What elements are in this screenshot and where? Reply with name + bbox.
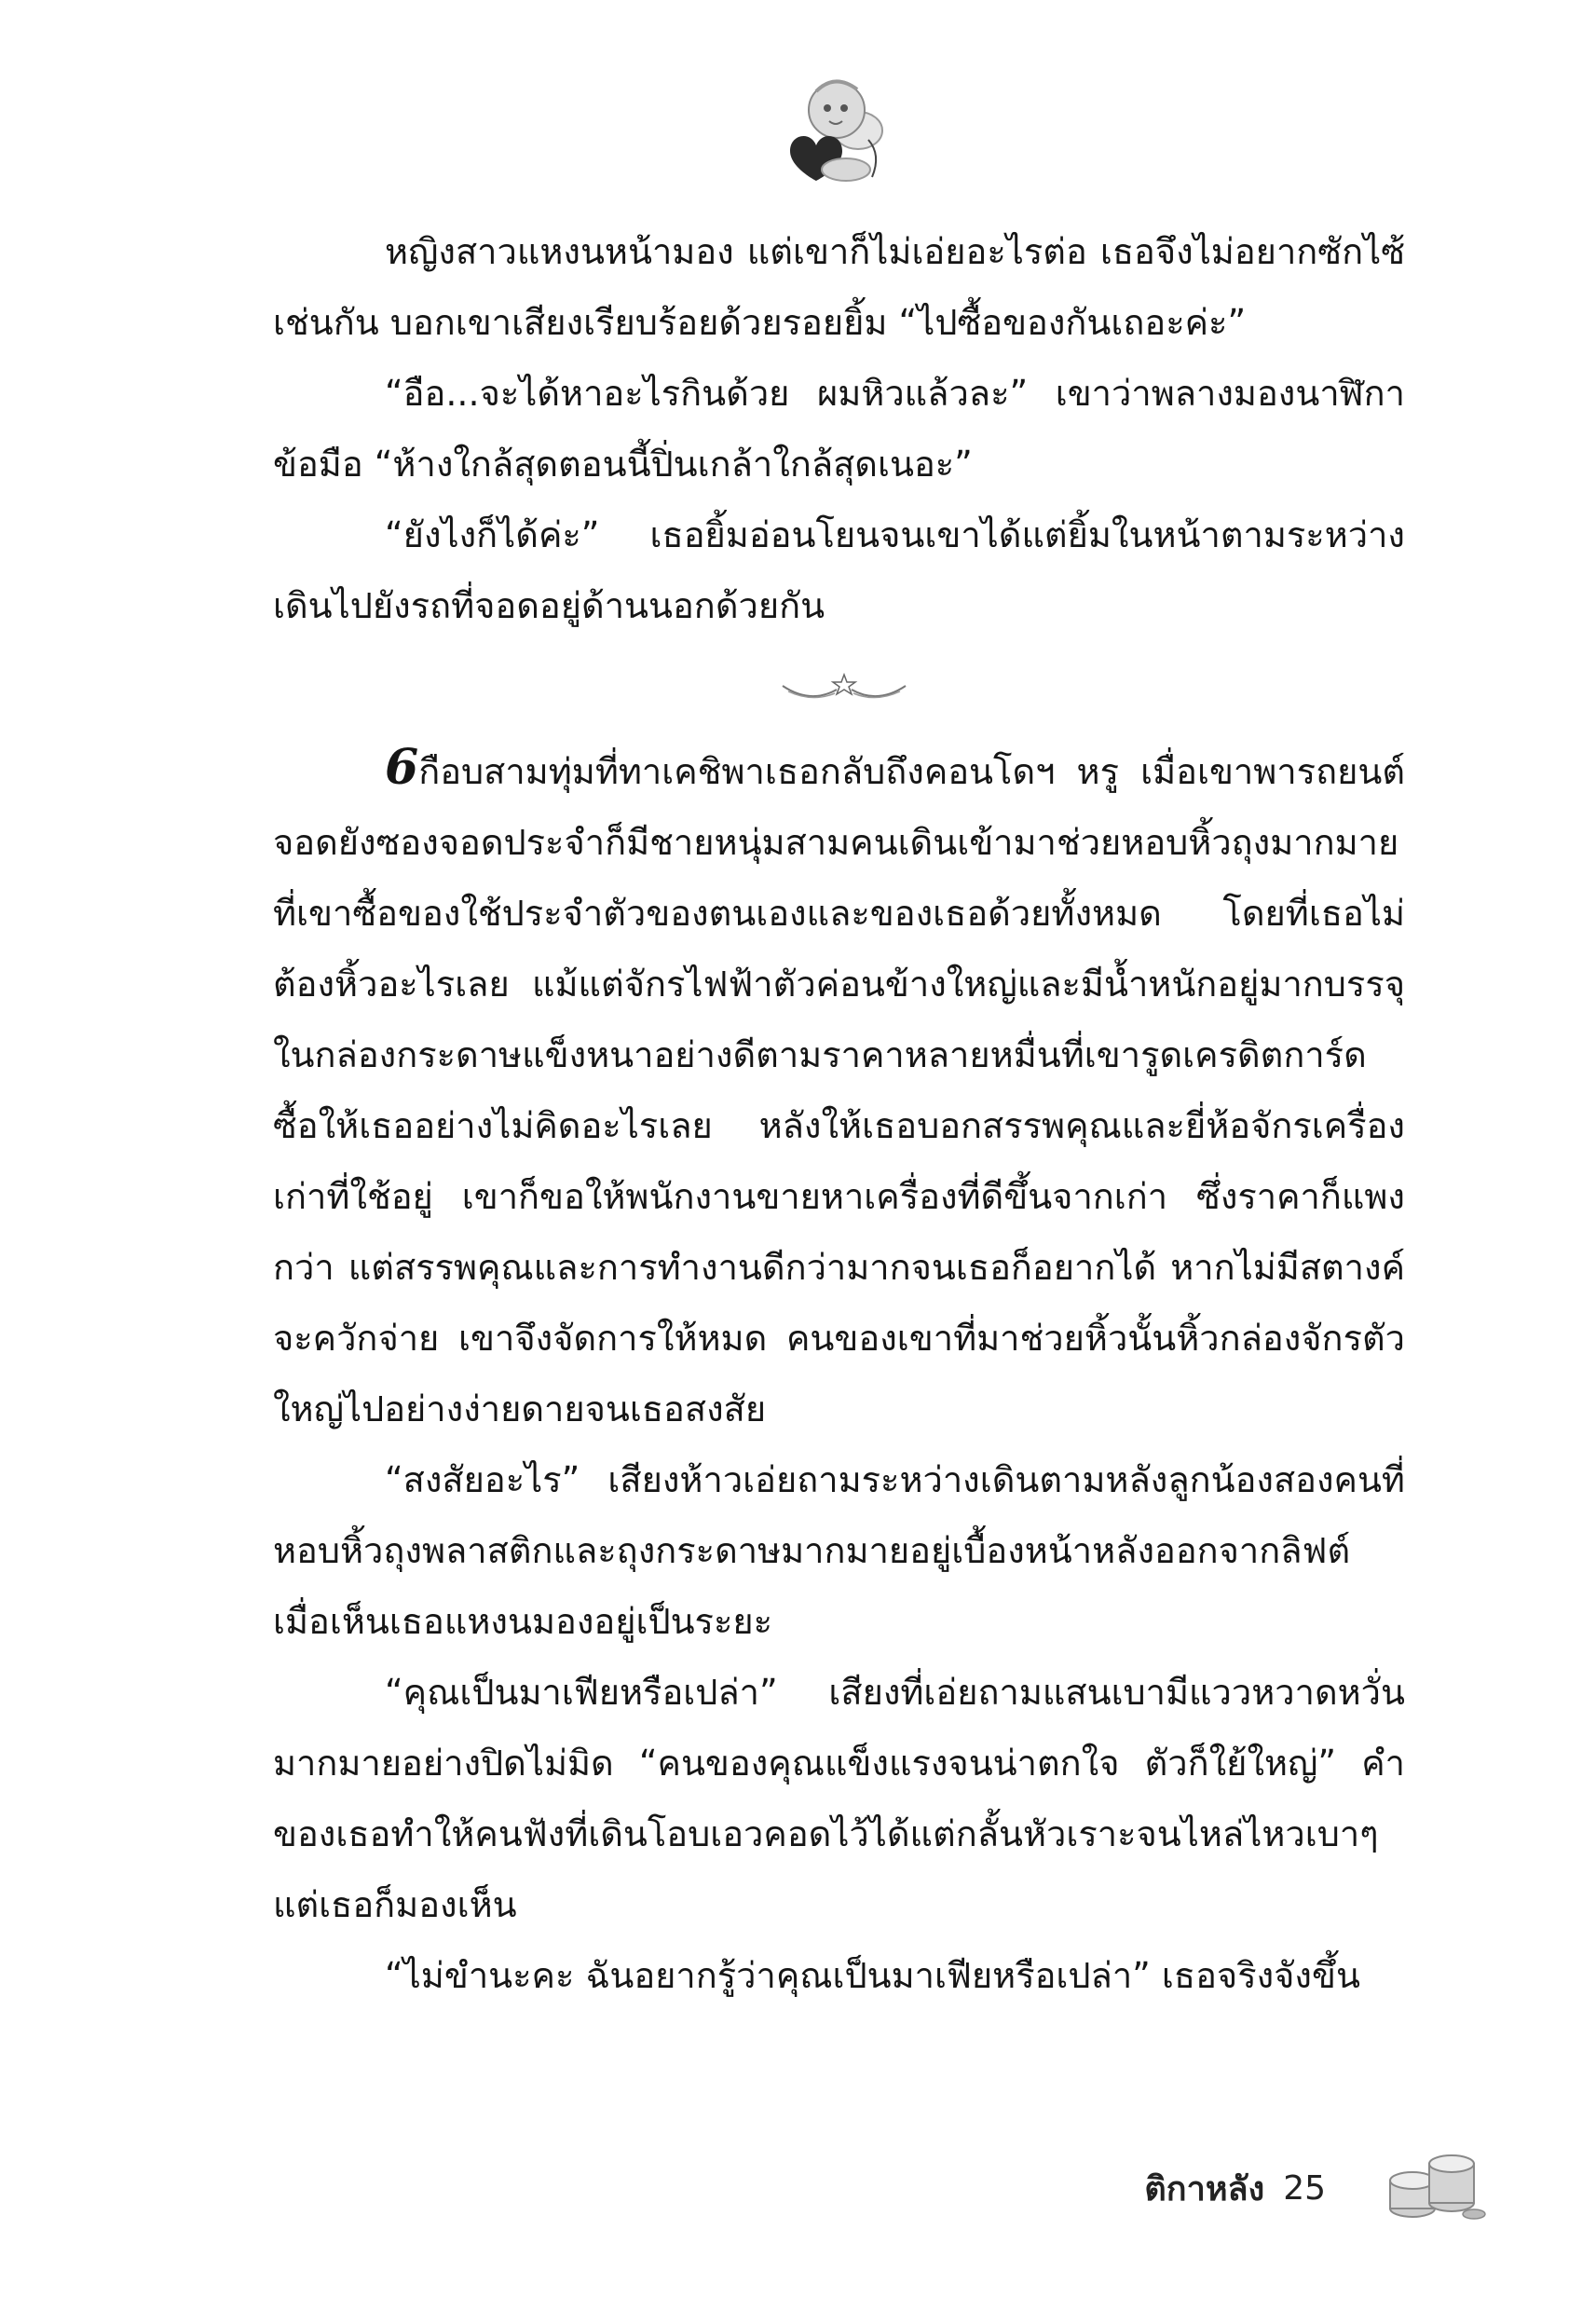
- paragraph: “สงสัยอะไร” เสียงห้าวเอ่ยถามระหว่างเดินตามหลังลูกน้องสองคนที่หอบหิ้วถุงพลาสติกและถุงกระดาษมากมายอยู่เบื้องหน้าหลังออกจากลิฟต์ เมื่อเห็นเธอแหงนมองอยู่เป็นระยะ: [273, 1459, 1405, 1642]
- paragraph: [273, 736, 1405, 1444]
- drop-cap: 6: [385, 739, 419, 796]
- cherub-heart-icon: [779, 65, 891, 196]
- text-block-main: [273, 736, 1405, 2011]
- text-block-top: [273, 216, 1405, 641]
- paragraph: “ยังไงก็ได้ค่ะ” เธอยิ้มอ่อนโยนจนเขาได้แต่ยิ้มในหน้าตามระหว่างเดินไปยังรถที่จอดอยู่ด้านนอกด้วยกัน: [273, 514, 1405, 626]
- paragraph: “คุณเป็นมาเฟียหรือเปล่า” เสียงที่เอ่ยถามแสนเบามีแววหวาดหวั่นมากมายอย่างปิดไม่มิด “คนของคุณแข็งแรงจนน่าตกใจ ตัวก็ใย้ใหญ่” คำของเธอทำให้คนฟังที่เดินโอบเอวคอดไว้ได้แต่กลั้นหัวเราะจนไหล่ไหวเบาๆ แต่เธอก็มองเห็น: [273, 1672, 1405, 1925]
- paragraph: “ไม่ขำนะคะ ฉันอยากรู้ว่าคุณเป็นมาเฟียหรือเปล่า” เธอจริงจังขึ้น: [385, 1955, 1360, 1996]
- star-ornament-divider-icon: [779, 673, 909, 704]
- coin-stack-icon: [1385, 2143, 1487, 2223]
- paragraph: หญิงสาวแหงนหน้ามอง แต่เขาก็ไม่เอ่ยอะไรต่อ เธอจึงไม่อยากซักไซ้เช่นกัน บอกเขาเสียงเรียบร้อยด้วยรอยยิ้ม “ไปซื้อของกันเถอะค่ะ”: [273, 231, 1405, 343]
- paragraph: “อือ...จะได้หาอะไรกินด้วย ผมหิวแล้วละ” เขาว่าพลางมองนาฬิกาข้อมือ “ห้างใกล้สุดตอนนี้ปิ่นเกล้าใกล้สุดเนอะ”: [273, 373, 1405, 485]
- paragraph-text: กือบสามทุ่มที่ทาเคชิพาเธอกลับถึงคอนโดฯ หรู เมื่อเขาพารถยนต์จอดยังซองจอดประจำก็มีชายหนุ่มสามคนเดินเข้ามาช่วยหอบหิ้วถุงมากมายที่เขาซื้อของใช้ประจำตัวของตนเองและของเธอด้วยทั้งหมด โดยที่เธอไม่ต้องหิ้วอะไรเลย แม้แต่จักรไฟฟ้าตัวค่อนข้างใหญ่และมีน้ำหนักอยู่มากบรรจุในกล่องกระดาษแข็งหนาอย่างดีตามราคาหลายหมื่นที่เขารูดเครดิตการ์ดซื้อให้เธออย่างไม่คิดอะไรเลย หลังให้เธอบอกสรรพคุณและยี่ห้อจักรเครื่องเก่าที่ใช้อยู่ เขาก็ขอให้พนักงานขายหาเครื่องที่ดีขึ้นจากเก่า ซึ่งราคาก็แพงกว่า แต่สรรพคุณและการทำงานดีกว่ามากจนเธอก็อยากได้ หากไม่มีสตางค์จะควักจ่าย เขาจึงจัดการให้หมด คนของเขาที่มาช่วยหิ้วนั้นหิ้วกล่องจักรตัวใหญ่ไปอย่างง่ายดายจนเธอสงสัย: [273, 751, 1405, 1429]
- page-footer: [1144, 2160, 1326, 2216]
- page-number: 25: [1283, 2168, 1326, 2208]
- book-title: ติกาหลัง: [1144, 2169, 1265, 2208]
